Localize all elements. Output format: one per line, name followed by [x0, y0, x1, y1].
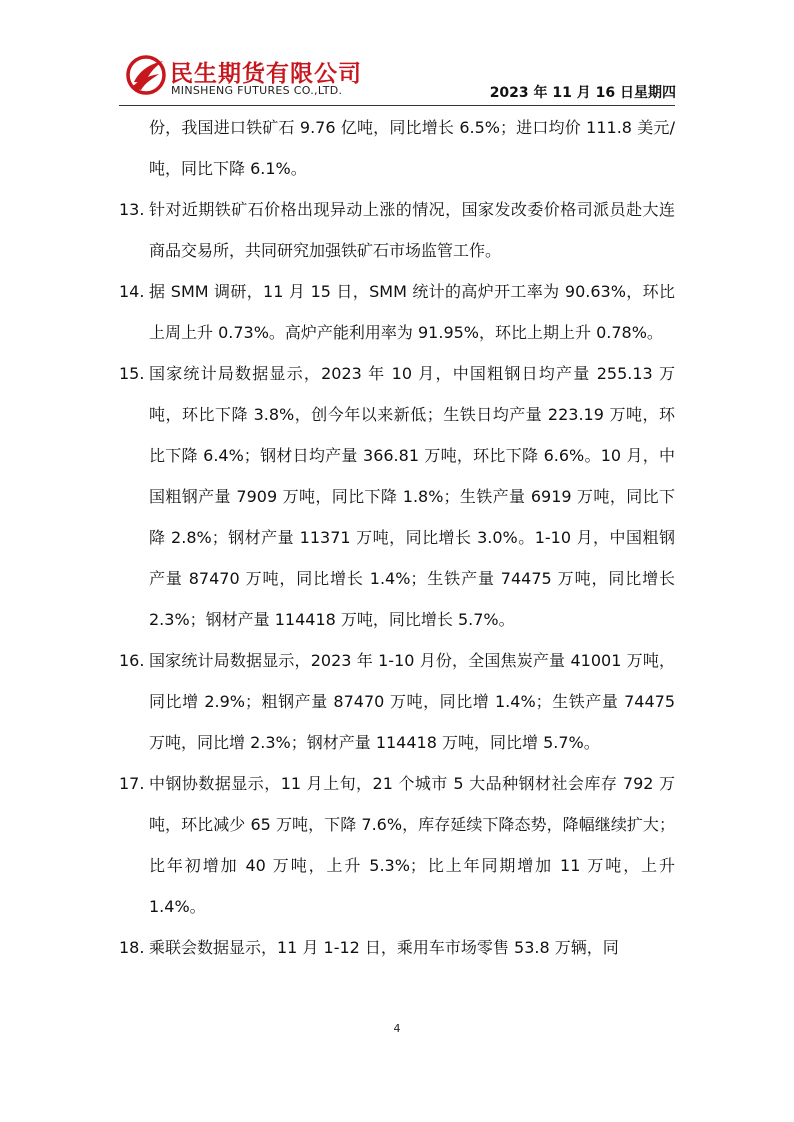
company-name-en: MINSHENG FUTURES CO.,LTD.: [171, 84, 343, 97]
item-text: 国家统计局数据显示，2023 年 10 月，中国粗钢日均产量 255.13 万吨，环比下降 3.8%，创今年以来新低；生铁日均产量 223.19 万吨，环比下降 6.4%；钢材日均产量 366.81 万吨，环比下降 6.6%。10 月，中国粗钢产量 7909 万吨，同比下降 1.8%；生铁产量 6919 万吨，同比下降 2.8%；钢材产量 11371 万吨，同比增长 3.0%。1-10 月，中国粗钢产量 87470 万吨，同比增长 1.4%；生铁产量 74475 万吨，同比增长 2.3%；钢材产量 114418 万吨，同比增长 5.7%。: [149, 364, 675, 629]
news-item: [119, 640, 675, 763]
company-logo-icon: [125, 52, 167, 98]
item-text: 针对近期铁矿石价格出现异动上涨的情况，国家发改委价格司派员赴大连商品交易所，共同研究加强铁矿石市场监管工作。: [149, 200, 675, 260]
item-number: 18.: [119, 938, 145, 957]
item-text: 乘联会数据显示，11 月 1-12 日，乘用车市场零售 53.8 万辆，同: [149, 938, 619, 957]
continued-paragraph: [119, 107, 675, 189]
news-item: [119, 927, 675, 968]
news-item: [119, 271, 675, 353]
item-number: 14.: [119, 282, 145, 301]
page-header: [0, 0, 794, 110]
header-divider: [119, 105, 675, 106]
item-text: 据 SMM 调研，11 月 15 日，SMM 统计的高炉开工率为 90.63%，环比上周上升 0.73%。高炉产能利用率为 91.95%，环比上期上升 0.78%。: [149, 282, 675, 342]
report-date: 2023 年 11 月 16 日星期四: [489, 85, 676, 101]
news-item: [119, 763, 675, 927]
item-number: 17.: [119, 774, 145, 793]
news-item: [119, 353, 675, 640]
news-item: [119, 189, 675, 271]
paragraph-text: 份，我国进口铁矿石 9.76 亿吨，同比增长 6.5%；进口均价 111.8 美元/吨，同比下降 6.1%。: [149, 118, 675, 178]
company-name-cn: 民生期货有限公司: [170, 61, 362, 87]
item-text: 国家统计局数据显示，2023 年 1-10 月份，全国焦炭产量 41001 万吨，同比增 2.9%；粗钢产量 87470 万吨，同比增 1.4%；生铁产量 74475 万吨，同比增 2.3%；钢材产量 114418 万吨，同比增 5.7%。: [149, 651, 675, 752]
page-number: 4: [393, 1022, 401, 1035]
news-content: [119, 107, 675, 968]
item-number: 13.: [119, 200, 145, 219]
item-text: 中钢协数据显示，11 月上旬，21 个城市 5 大品种钢材社会库存 792 万吨，环比减少 65 万吨，下降 7.6%，库存延续下降态势，降幅继续扩大；比年初增加 40 万吨，上升 5.3%；比上年同期增加 11 万吨，上升 1.4%。: [149, 774, 675, 916]
item-number: 15.: [119, 364, 145, 383]
item-number: 16.: [119, 651, 145, 670]
